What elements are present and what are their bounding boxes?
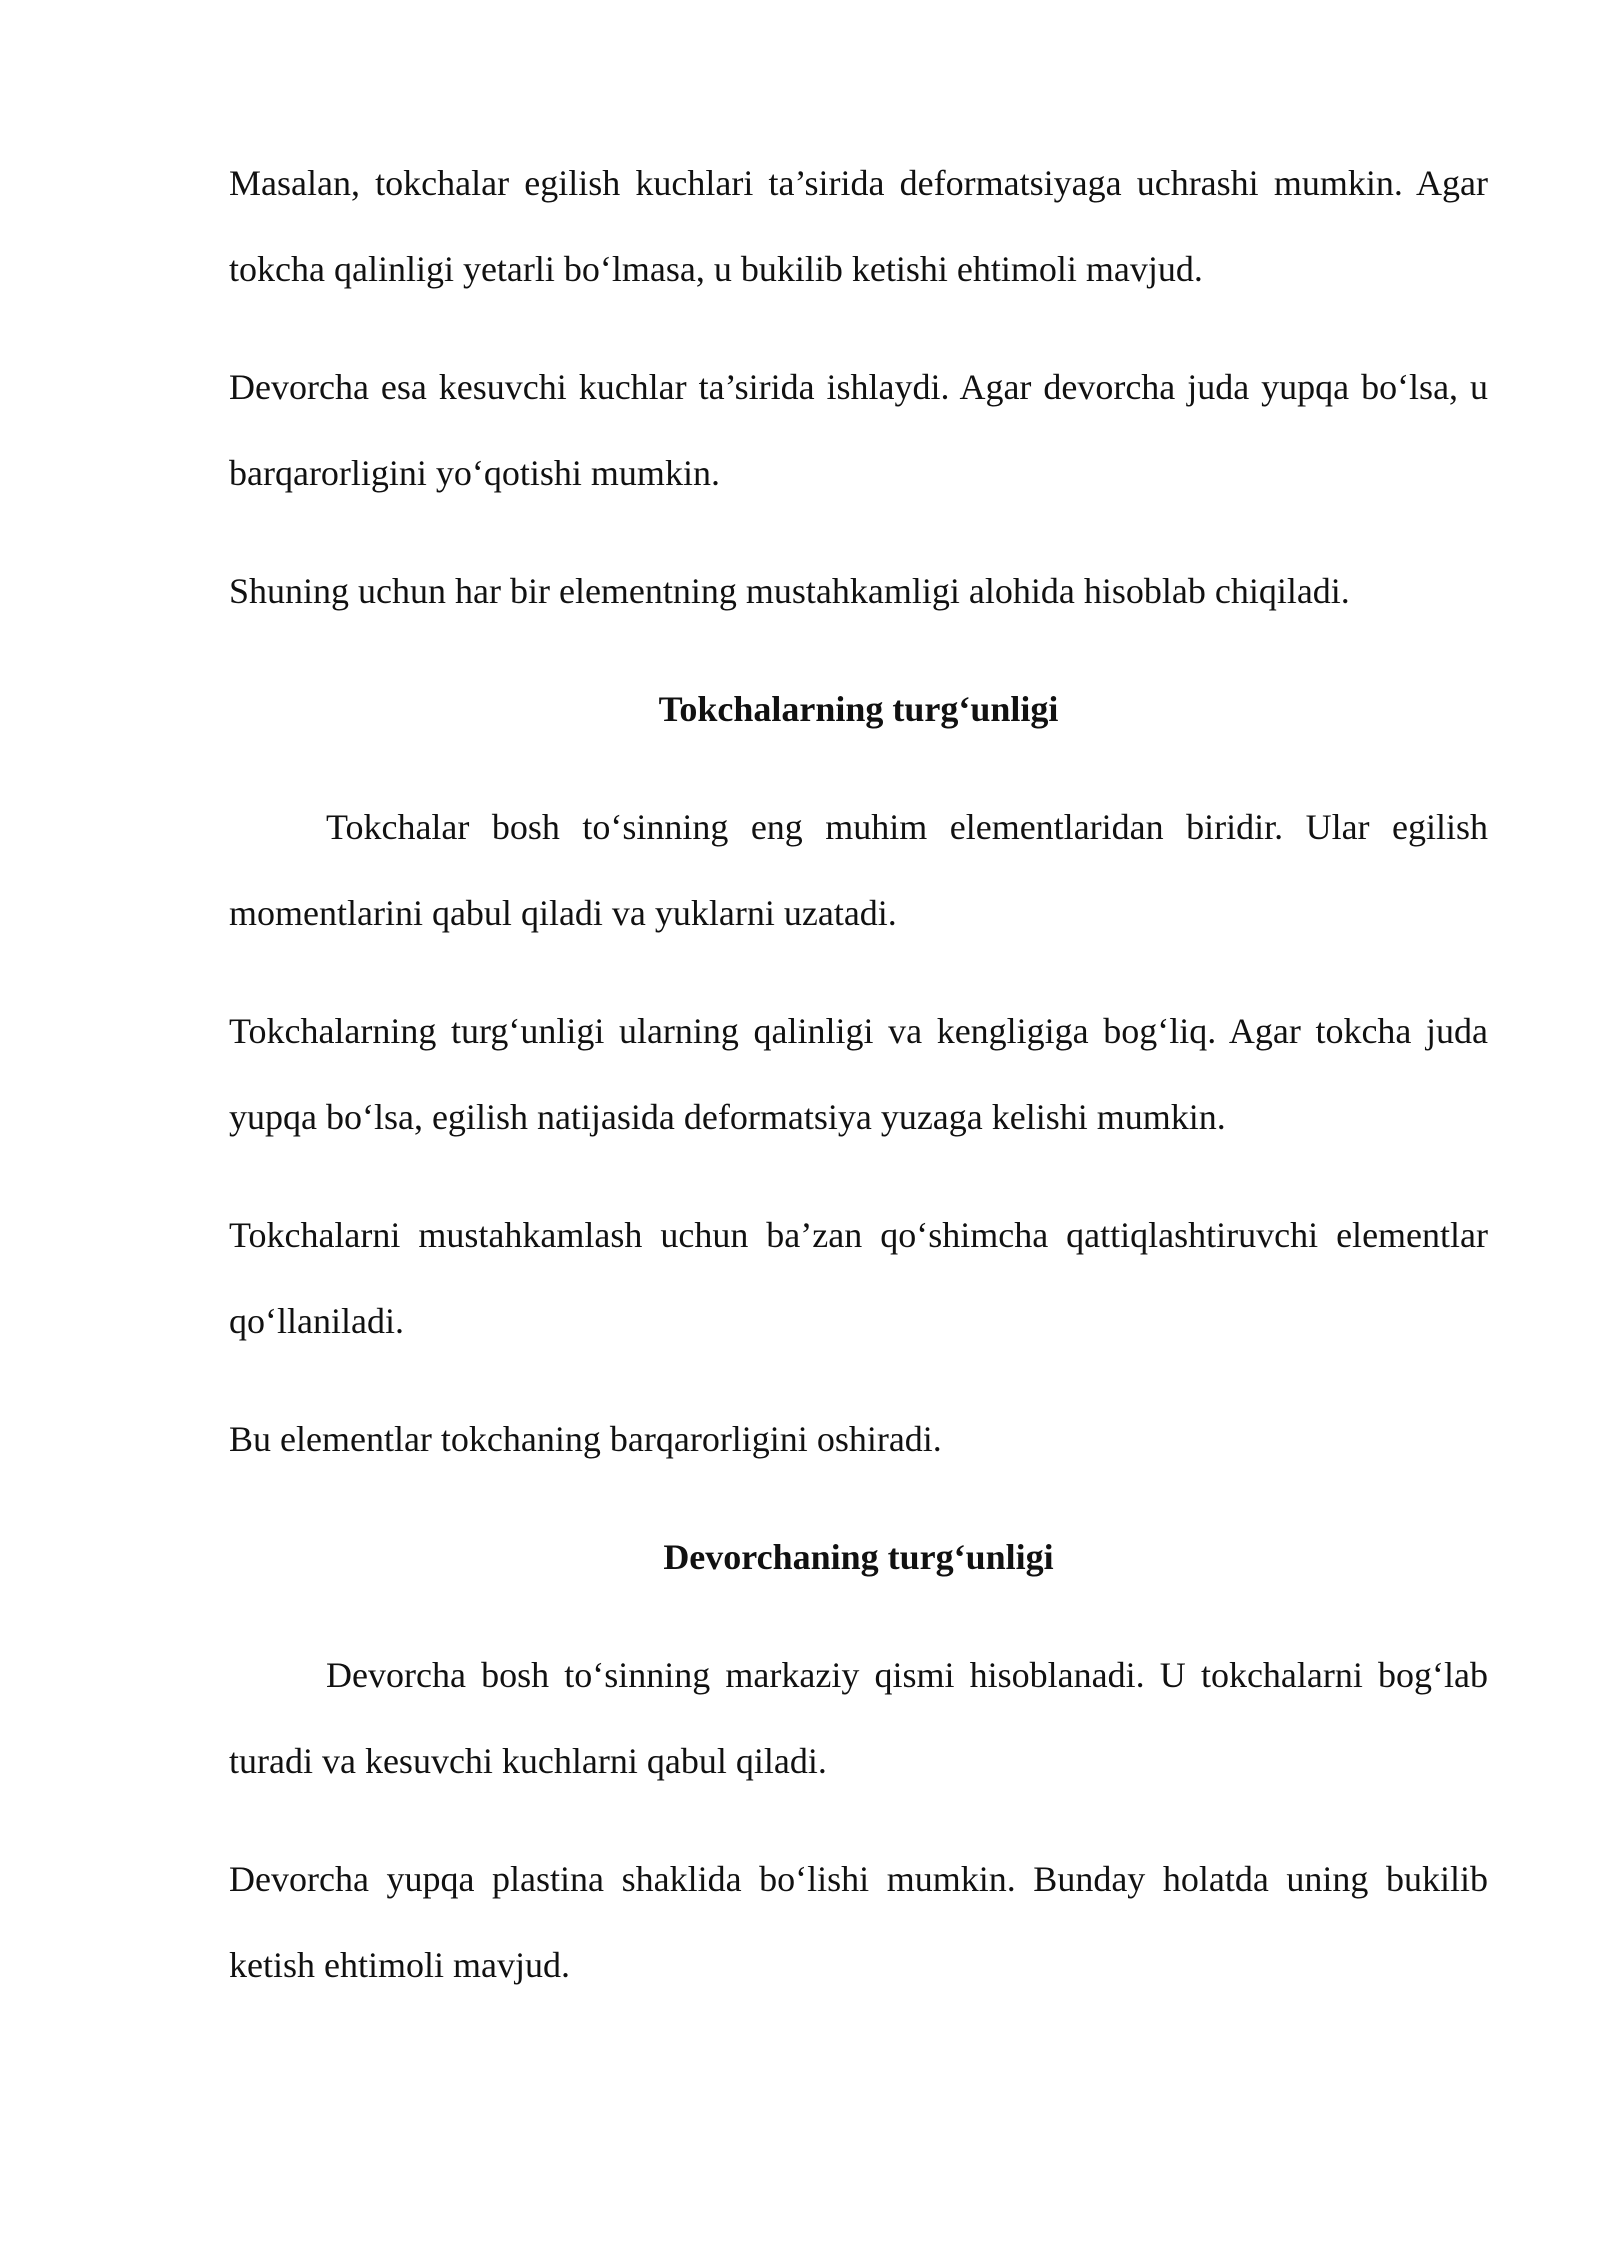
paragraph: Tokchalarni mustahkamlash uchun ba’zan qo‘shimcha qattiqlashtiruvchi elementlar qo‘llaniladi. [229, 1215, 1488, 1341]
paragraph: Devorcha bosh to‘sinning markaziy qismi hisoblanadi. U tokchalarni bog‘lab turadi va kesuvchi kuchlarni qabul qiladi. [229, 1655, 1488, 1781]
paragraph: Shuning uchun har bir elementning mustahkamligi alohida hisoblab chiqiladi. [229, 571, 1350, 611]
paragraph: Devorcha yupqa plastina shaklida bo‘lishi mumkin. Bunday holatda uning bukilib ketish ehtimoli mavjud. [229, 1859, 1488, 1985]
paragraph: Tokchalarning turg‘unligi ularning qalinligi va kengligiga bog‘liq. Agar tokcha juda yupqa bo‘lsa, egilish natijasida deformatsiya yuzaga kelishi mumkin. [229, 1011, 1488, 1137]
section-heading: Tokchalarning turg‘unligi [658, 689, 1059, 729]
document-page [229, 140, 1488, 2008]
paragraph: Bu elementlar tokchaning barqarorligini oshiradi. [229, 1419, 942, 1459]
section-heading: Devorchaning turg‘unligi [663, 1537, 1054, 1577]
paragraph: Masalan, tokchalar egilish kuchlari ta’sirida deformatsiyaga uchrashi mumkin. Agar tokcha qalinligi yetarli bo‘lmasa, u bukilib ketishi ehtimoli mavjud. [229, 163, 1488, 289]
paragraph: Devorcha esa kesuvchi kuchlar ta’sirida ishlaydi. Agar devorcha juda yupqa bo‘lsa, u barqarorligini yo‘qotishi mumkin. [229, 367, 1488, 493]
paragraph: Tokchalar bosh to‘sinning eng muhim elementlaridan biridir. Ular egilish momentlarini qabul qiladi va yuklarni uzatadi. [229, 807, 1488, 933]
